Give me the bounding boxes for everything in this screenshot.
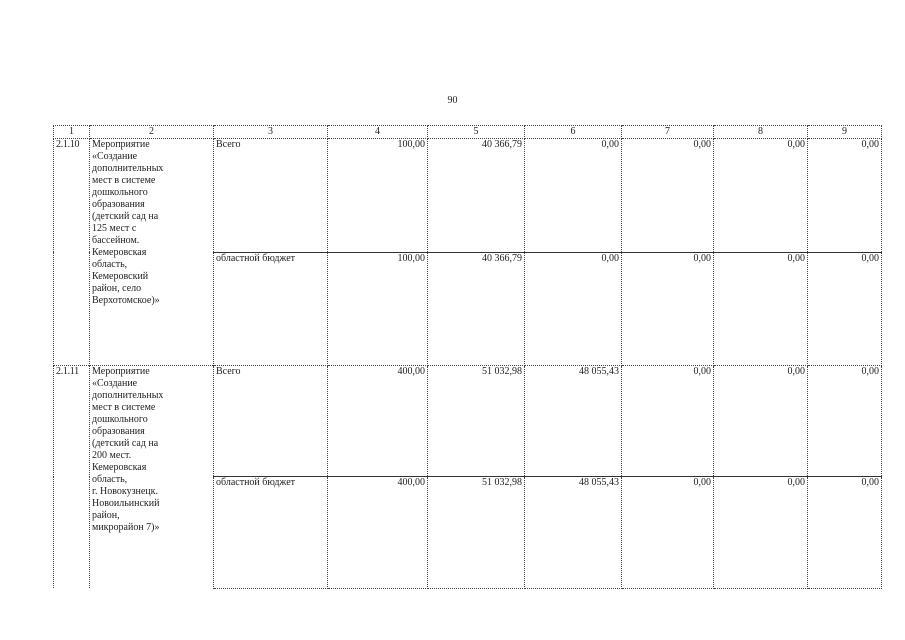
column-header-2: 2 — [90, 126, 214, 139]
measure-name: Мероприятие «Создание дополнительных мест в системе дошкольного образования (детский сад на 125 мест с бассейном. Кемеровская область, Кемеровский район, село Верхотомское)» — [90, 139, 214, 366]
value-cell: 0,00 — [622, 139, 714, 253]
value-cell: 51 032,98 — [428, 366, 525, 477]
value-cell: 0,00 — [714, 366, 808, 477]
funding-source: Всего — [214, 366, 328, 477]
value-cell: 100,00 — [328, 139, 428, 253]
measure-code: 2.1.10 — [54, 139, 90, 366]
table-row — [54, 366, 882, 477]
value-cell: 0,00 — [714, 477, 808, 588]
value-cell: 40 366,79 — [428, 139, 525, 253]
column-header-4: 4 — [328, 126, 428, 139]
funding-source: Всего — [214, 139, 328, 253]
column-header-7: 7 — [622, 126, 714, 139]
value-cell: 48 055,43 — [525, 477, 622, 588]
page-number: 90 — [447, 95, 458, 106]
budget-table — [53, 125, 882, 589]
value-cell: 51 032,98 — [428, 477, 525, 588]
column-header-9: 9 — [808, 126, 882, 139]
measure-code: 2.1.11 — [54, 366, 90, 589]
table-row — [54, 139, 882, 253]
value-cell: 0,00 — [622, 477, 714, 588]
value-cell: 0,00 — [622, 252, 714, 366]
value-cell: 48 055,43 — [525, 366, 622, 477]
column-header-1: 1 — [54, 126, 90, 139]
value-cell: 0,00 — [808, 252, 882, 366]
value-cell: 400,00 — [328, 477, 428, 588]
value-cell: 0,00 — [808, 477, 882, 588]
column-header-6: 6 — [525, 126, 622, 139]
value-cell: 400,00 — [328, 366, 428, 477]
value-cell: 0,00 — [808, 366, 882, 477]
column-header-5: 5 — [428, 126, 525, 139]
column-header-3: 3 — [214, 126, 328, 139]
funding-source: областной бюджет — [214, 477, 328, 588]
value-cell: 0,00 — [808, 139, 882, 253]
column-header-8: 8 — [714, 126, 808, 139]
value-cell: 40 366,79 — [428, 252, 525, 366]
value-cell: 0,00 — [714, 139, 808, 253]
funding-source: областной бюджет — [214, 252, 328, 366]
value-cell: 0,00 — [714, 252, 808, 366]
header-row — [54, 126, 882, 139]
value-cell: 100,00 — [328, 252, 428, 366]
value-cell: 0,00 — [525, 139, 622, 253]
measure-name: Мероприятие «Создание дополнительных мест в системе дошкольного образования (детский сад на 200 мест. Кемеровская область, г. Новокузнецк. Новоильинский район, микрорайон 7)» — [90, 366, 214, 589]
value-cell: 0,00 — [622, 366, 714, 477]
value-cell: 0,00 — [525, 252, 622, 366]
